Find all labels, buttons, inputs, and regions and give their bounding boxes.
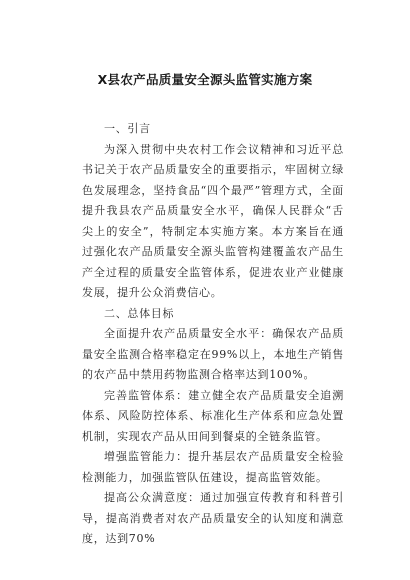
introduction-paragraph: 为深入贯彻中央农村工作会议精神和习近平总书记关于农产品质量安全的重要指示，牢固树立绿色发展理念，坚持食品“四个最严”管理方式，全面提升我县农产品质量安全水平，确保人民群众“舌尖上的安全”，特制定本实施方案。本方案旨在通过强化农产品质量安全源头监管构建覆盖农产品生产全过程的质量安全监管体系，促进农业产业健康发展，提升公众消费信心。 (82, 142, 344, 299)
goal-paragraph-supervision-capacity: 增强监管能力：提升基层农产品质量安全检验检测能力，加强监管队伍建设，提高监管效能。 (82, 450, 344, 484)
document-title: X县农产品质量安全源头监管实施方案 (97, 72, 313, 87)
goal-paragraph-supervision-system: 完善监管体系：建立健全农产品质量安全追溯体系、风险防控体系、标准化生产体系和应急处置机制，实现农产品从田间到餐桌的全链条监管。 (82, 388, 344, 443)
section-heading-overall-goals: 二、总体目标 (104, 306, 175, 320)
document-body (82, 119, 344, 550)
goal-paragraph-public-satisfaction: 提高公众满意度：通过加强宣传教育和科普引导，提高消费者对农产品质量安全的认知度和满意度，达到70% (82, 491, 344, 545)
goal-paragraph-quality-level: 全面提升农产品质量安全水平：确保农产品质量安全监测合格率稳定在99%以上，本地生产销售的农产品中禁用药物监测合格率达到100%。 (82, 327, 344, 381)
section-heading-introduction: 一、引言 (104, 122, 151, 135)
